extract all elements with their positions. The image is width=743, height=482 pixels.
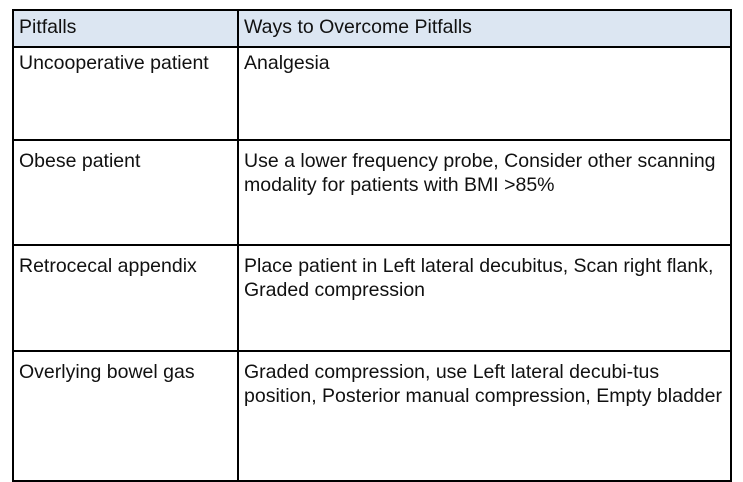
header-row <box>13 10 731 47</box>
header-ways-to-overcome: Ways to Overcome Pitfalls <box>238 10 731 47</box>
pitfall-cell: Obese patient <box>13 140 238 245</box>
header-pitfalls: Pitfalls <box>13 10 238 47</box>
pitfall-cell: Retrocecal appendix <box>13 245 238 351</box>
remedy-cell: Place patient in Left lateral decubitus, Scan right flank, Graded compression <box>238 245 731 351</box>
table-row <box>13 245 731 351</box>
remedy-cell: Use a lower frequency probe, Consider other scanning modality for patients with BMI >85% <box>238 140 731 245</box>
remedy-cell: Analgesia <box>238 47 731 140</box>
pitfalls-table <box>12 9 732 482</box>
pitfall-cell: Overlying bowel gas <box>13 351 238 481</box>
pitfall-cell: Uncooperative patient <box>13 47 238 140</box>
table-row <box>13 351 731 481</box>
remedy-cell: Graded compression, use Left lateral decubi-tus position, Posterior manual compression, Empty bladder <box>238 351 731 481</box>
table-row <box>13 140 731 245</box>
table-row <box>13 47 731 140</box>
